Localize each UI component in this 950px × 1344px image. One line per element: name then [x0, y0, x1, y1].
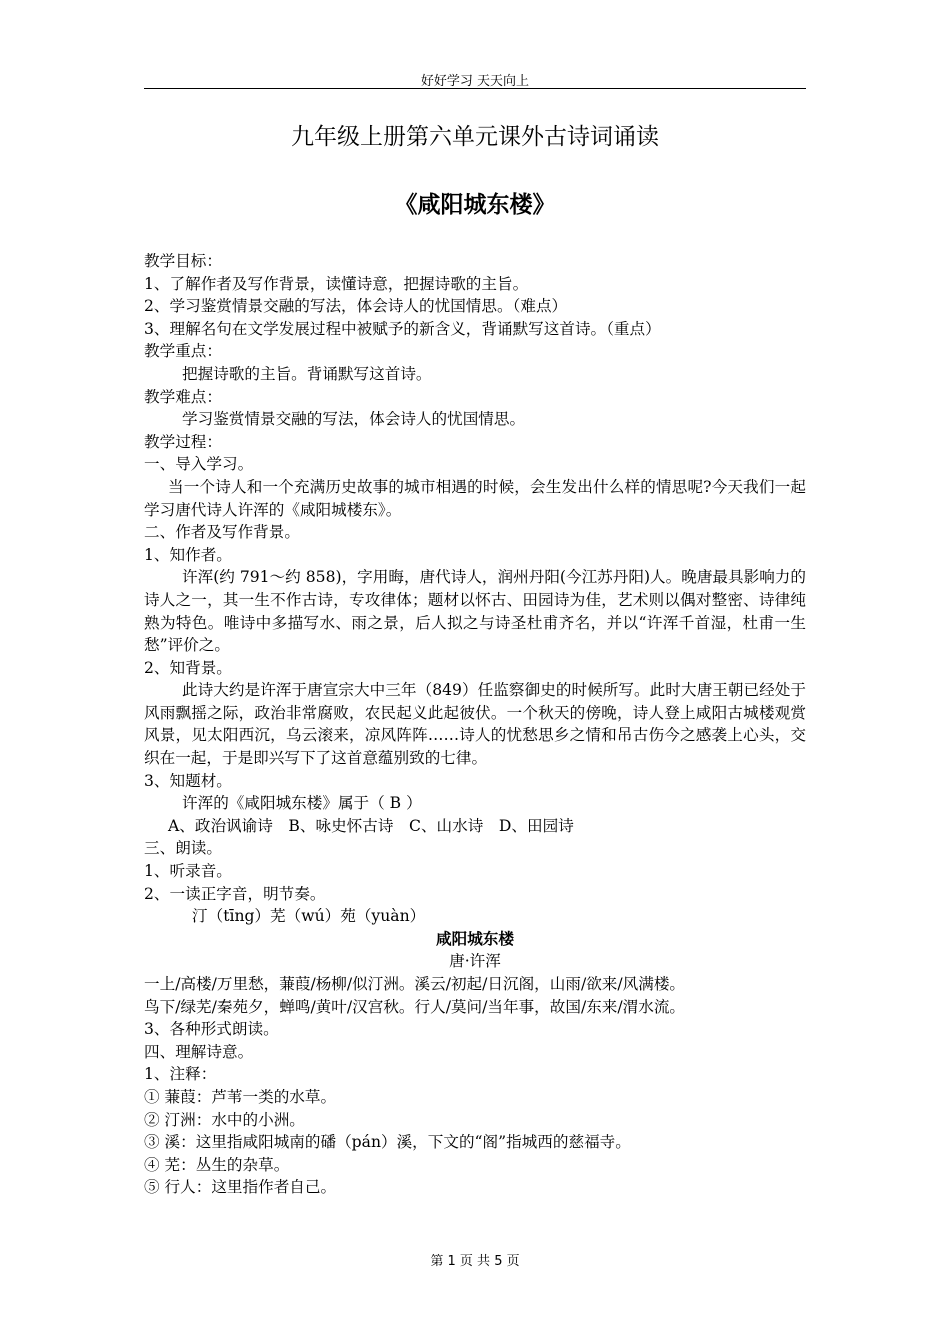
intro-paragraph: 当一个诗人和一个充满历史故事的城市相遇的时候，会生发出什么样的情思呢?今天我们一起学习唐代诗人许浑的《咸阳城楼东》。	[144, 477, 806, 519]
process-heading: 教学过程：	[144, 432, 222, 451]
difficulties-heading: 教学难点：	[144, 387, 222, 406]
document-body	[144, 250, 806, 1199]
page-header: 好好学习 天天向上	[420, 74, 530, 89]
poem-line: 鸟下/绿芜/秦苑夕，蝉鸣/黄叶/汉宫秋。行人/莫问/当年事，故国/东来/渭水流。	[144, 997, 686, 1016]
subsection-heading: 1、注释：	[144, 1065, 217, 1084]
key-points-heading: 教学重点：	[144, 342, 222, 361]
document-title: 九年级上册第六单元课外古诗词诵读	[291, 124, 659, 150]
pinyin-line: 汀（tīng）芜（wú）苑（yuàn）	[192, 907, 426, 926]
goal-item: 2、学习鉴赏情景交融的写法，体会诗人的忧国情思。（难点）	[144, 297, 568, 316]
genre-options: A、政治讽谕诗 B、咏史怀古诗 C、山水诗 D、田园诗	[168, 816, 574, 835]
poem-line: 一上/高楼/万里愁，蒹葭/杨柳/似汀洲。溪云/初起/日沉阁，山雨/欲来/风满楼。	[144, 975, 686, 993]
reading-step: 3、各种形式朗读。	[144, 1020, 279, 1039]
difficulties-text: 学习鉴赏情景交融的写法，体会诗人的忧国情思。	[182, 410, 526, 429]
section-heading: 二、作者及写作背景。	[144, 523, 300, 542]
subsection-heading: 1、知作者。	[144, 545, 232, 564]
genre-question: 许浑的《咸阳城东楼》属于（ B ）	[182, 794, 422, 813]
goal-item: 3、理解名句在文学发展过程中被赋予的新含义，背诵默写这首诗。（重点）	[144, 319, 661, 338]
goals-heading: 教学目标：	[144, 252, 222, 270]
header-rule	[144, 88, 806, 89]
author-paragraph: 许浑(约 791～约 858)，字用晦，唐代诗人，润州丹阳(今江苏丹阳)人。晚唐最具影响力的诗人之一，其一生不作古诗，专攻律体；题材以怀古、田园诗为佳，艺术则以偶对整密、诗律纯熟为特色。唯诗中多描写水、雨之景，后人拟之与诗圣杜甫齐名，并以“许浑千首湿，杜甫一生愁”评价之。	[144, 568, 806, 655]
key-points-text: 把握诗歌的主旨。背诵默写这首诗。	[182, 364, 432, 383]
note-item: ① 蒹葭：芦苇一类的水草。	[144, 1087, 337, 1106]
poem-author: 唐·许浑	[449, 952, 501, 971]
page-footer: 第 1 页 共 5 页	[430, 1254, 520, 1269]
document-subtitle: 《咸阳城东楼》	[394, 192, 556, 218]
note-item: ② 汀洲：水中的小洲。	[144, 1110, 305, 1129]
section-heading: 三、朗读。	[144, 839, 222, 858]
goal-item: 1、了解作者及写作背景，读懂诗意，把握诗歌的主旨。	[144, 274, 529, 293]
section-heading: 一、导入学习。	[144, 455, 254, 474]
reading-step: 2、一读正字音，明节奏。	[144, 884, 326, 903]
poem-title: 咸阳城东楼	[436, 929, 514, 948]
note-item: ⑤ 行人：这里指作者自己。	[144, 1178, 337, 1197]
note-item: ④ 芜：丛生的杂草。	[144, 1155, 290, 1174]
background-paragraph: 此诗大约是许浑于唐宣宗大中三年（849）任监察御史的时候所写。此时大唐王朝已经处于风雨飘摇之际，政治非常腐败，农民起义此起彼伏。一个秋天的傍晚，诗人登上咸阳古城楼观赏风景，见太阳西沉，乌云滚来，凉风阵阵……诗人的忧愁思乡之情和吊古伤今之感袭上心头，交织在一起，于是即兴写下了这首意蕴别致的七律。	[144, 681, 806, 768]
subsection-heading: 3、知题材。	[144, 771, 232, 790]
section-heading: 四、理解诗意。	[144, 1042, 254, 1061]
reading-step: 1、听录音。	[144, 862, 232, 881]
subsection-heading: 2、知背景。	[144, 658, 232, 677]
note-item: ③ 溪：这里指咸阳城南的磻（pán）溪，下文的“阁”指城西的慈福寺。	[144, 1133, 631, 1152]
